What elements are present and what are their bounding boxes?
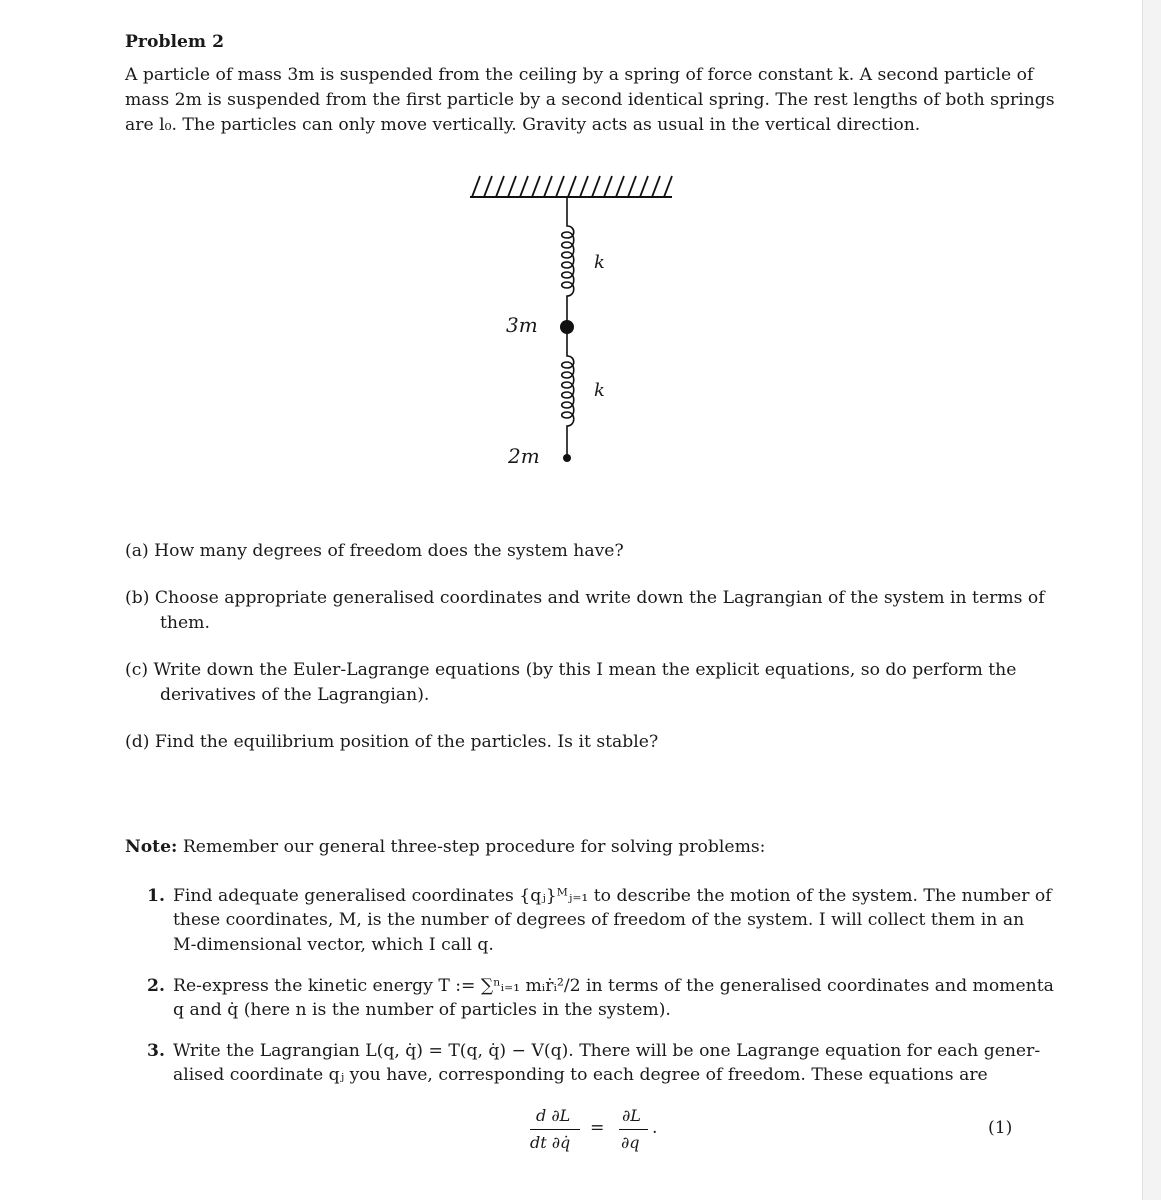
step-3-number: 3.	[147, 1041, 165, 1061]
question-b-line-2: them.	[160, 613, 210, 633]
step-2-number: 2.	[147, 976, 165, 996]
question-b-line-1: (b) Choose appropriate generalised coordinates and write down the Lagrangian of the system in terms of	[125, 588, 1045, 608]
lower-spring	[562, 327, 574, 457]
step-2-line-1: Re-express the kinetic energy T := ∑ⁿᵢ₌₁ mᵢṙᵢ²/2 in terms of the generalised coordinates and momenta	[173, 976, 1054, 996]
eq-lhs-denominator: dt ∂q̇	[530, 1133, 571, 1152]
lower-mass-label: 2m	[508, 444, 540, 468]
equation-number: (1)	[988, 1118, 1013, 1138]
step-1-line-2: these coordinates, M, is the number of degrees of freedom of the system. I will collect them in an	[173, 910, 1025, 930]
question-a: (a) How many degrees of freedom does the system have?	[125, 541, 624, 561]
intro-line-3: are l₀. The particles can only move vertically. Gravity acts as usual in the vertical direction.	[125, 115, 921, 135]
step-3-line-1: Write the Lagrangian L(q, q̇) = T(q, q̇) − V(q). There will be one Lagrange equation for each gener-	[173, 1041, 1041, 1061]
question-c-line-2: derivatives of the Lagrangian).	[160, 685, 430, 705]
note-line	[125, 835, 765, 860]
step-2-line-2: q and q̇ (here n is the number of particles in the system).	[173, 1000, 671, 1020]
eq-rhs-denominator: ∂q	[621, 1133, 640, 1152]
eq-rhs-numerator: ∂L	[622, 1106, 641, 1125]
eq-equals: =	[590, 1118, 605, 1138]
note-text: Remember our general three-step procedure for solving problems:	[177, 837, 766, 857]
step-1-line-1: Find adequate generalised coordinates {qⱼ}ᴹⱼ₌₁ to describe the motion of the system. The number of	[173, 886, 1052, 906]
lower-spring-label: k	[594, 380, 605, 401]
problem-heading: Problem 2	[125, 32, 225, 52]
page-scrollbar[interactable]	[1142, 0, 1161, 1200]
question-d: (d) Find the equilibrium position of the particles. Is it stable?	[125, 732, 659, 752]
spring-mass-figure	[0, 0, 1143, 520]
upper-mass-label: 3m	[506, 313, 538, 337]
note-label: Note:	[125, 837, 178, 857]
intro-line-2: mass 2m is suspended from the first particle by a second identical spring. The rest lengths of both springs	[125, 90, 1055, 110]
upper-spring-label: k	[594, 252, 605, 273]
upper-spring	[562, 197, 574, 327]
eq-period: .	[652, 1118, 658, 1138]
step-3-line-2: alised coordinate qⱼ you have, corresponding to each degree of freedom. These equations are	[173, 1065, 988, 1085]
ceiling-hatching	[472, 176, 672, 197]
step-1-number: 1.	[147, 886, 165, 906]
intro-line-1: A particle of mass 3m is suspended from the ceiling by a spring of force constant k. A second particle of	[125, 65, 1034, 85]
question-c-line-1: (c) Write down the Euler-Lagrange equations (by this I mean the explicit equations, so do perform the	[125, 660, 1017, 680]
eq-lhs-numerator: d ∂L	[536, 1106, 571, 1125]
step-1-line-3: M-dimensional vector, which I call q.	[173, 935, 494, 955]
mass-2m-dot	[563, 454, 571, 462]
